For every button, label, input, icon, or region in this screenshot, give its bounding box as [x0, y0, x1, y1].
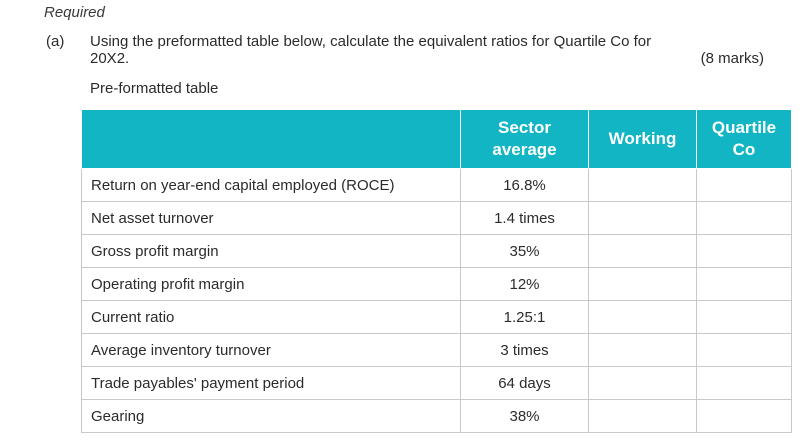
ratio-label: Trade payables' payment period [82, 367, 461, 400]
working-cell[interactable] [589, 367, 697, 400]
working-cell[interactable] [589, 334, 697, 367]
sector-average-value: 1.25:1 [461, 301, 589, 334]
working-cell[interactable] [589, 301, 697, 334]
sector-average-value: 12% [461, 268, 589, 301]
header-working: Working [589, 110, 697, 169]
header-sector-average [461, 110, 589, 169]
quartile-co-cell[interactable] [697, 400, 792, 433]
header-quartile-line-2: Co [732, 140, 756, 159]
question-label: (a) [46, 33, 65, 50]
question-line-1: Using the preformatted table below, calculate the equivalent ratios for Quartile Co for [90, 33, 652, 50]
sector-average-value: 1.4 times [461, 202, 589, 235]
header-quartile-co [697, 110, 792, 169]
ratio-label: Gearing [82, 400, 461, 433]
quartile-co-cell[interactable] [697, 169, 792, 202]
question-line-2-row [90, 50, 764, 67]
table-row [82, 202, 792, 235]
table-row [82, 400, 792, 433]
header-sector-line-1: Sector [498, 118, 551, 137]
table-subheading: Pre-formatted table [90, 80, 219, 97]
working-cell[interactable] [589, 202, 697, 235]
ratio-label: Operating profit margin [82, 268, 461, 301]
header-sector-line-2: average [492, 140, 557, 159]
quartile-co-cell[interactable] [697, 367, 792, 400]
working-cell[interactable] [589, 235, 697, 268]
sector-average-value: 64 days [461, 367, 589, 400]
table-row [82, 268, 792, 301]
header-ratio-blank [82, 110, 461, 169]
quartile-co-cell[interactable] [697, 202, 792, 235]
table-row [82, 169, 792, 202]
ratio-label: Average inventory turnover [82, 334, 461, 367]
quartile-co-cell[interactable] [697, 235, 792, 268]
working-cell[interactable] [589, 268, 697, 301]
required-heading: Required [44, 4, 105, 21]
ratio-table [81, 109, 792, 433]
working-cell[interactable] [589, 169, 697, 202]
header-quartile-line-1: Quartile [711, 118, 777, 137]
question-marks: (8 marks) [700, 50, 764, 67]
quartile-co-cell[interactable] [697, 301, 792, 334]
table-row [82, 367, 792, 400]
sector-average-value: 16.8% [461, 169, 589, 202]
ratio-label: Gross profit margin [82, 235, 461, 268]
question-text [90, 33, 764, 67]
working-cell[interactable] [589, 400, 697, 433]
ratio-label: Net asset turnover [82, 202, 461, 235]
question-line-2: 20X2. [90, 50, 130, 67]
ratio-label: Return on year-end capital employed (ROCE) [82, 169, 461, 202]
quartile-co-cell[interactable] [697, 334, 792, 367]
table-row [82, 235, 792, 268]
sector-average-value: 35% [461, 235, 589, 268]
table-row [82, 334, 792, 367]
table-row [82, 301, 792, 334]
sector-average-value: 3 times [461, 334, 589, 367]
table-header-row [82, 110, 792, 169]
quartile-co-cell[interactable] [697, 268, 792, 301]
ratio-label: Current ratio [82, 301, 461, 334]
sector-average-value: 38% [461, 400, 589, 433]
